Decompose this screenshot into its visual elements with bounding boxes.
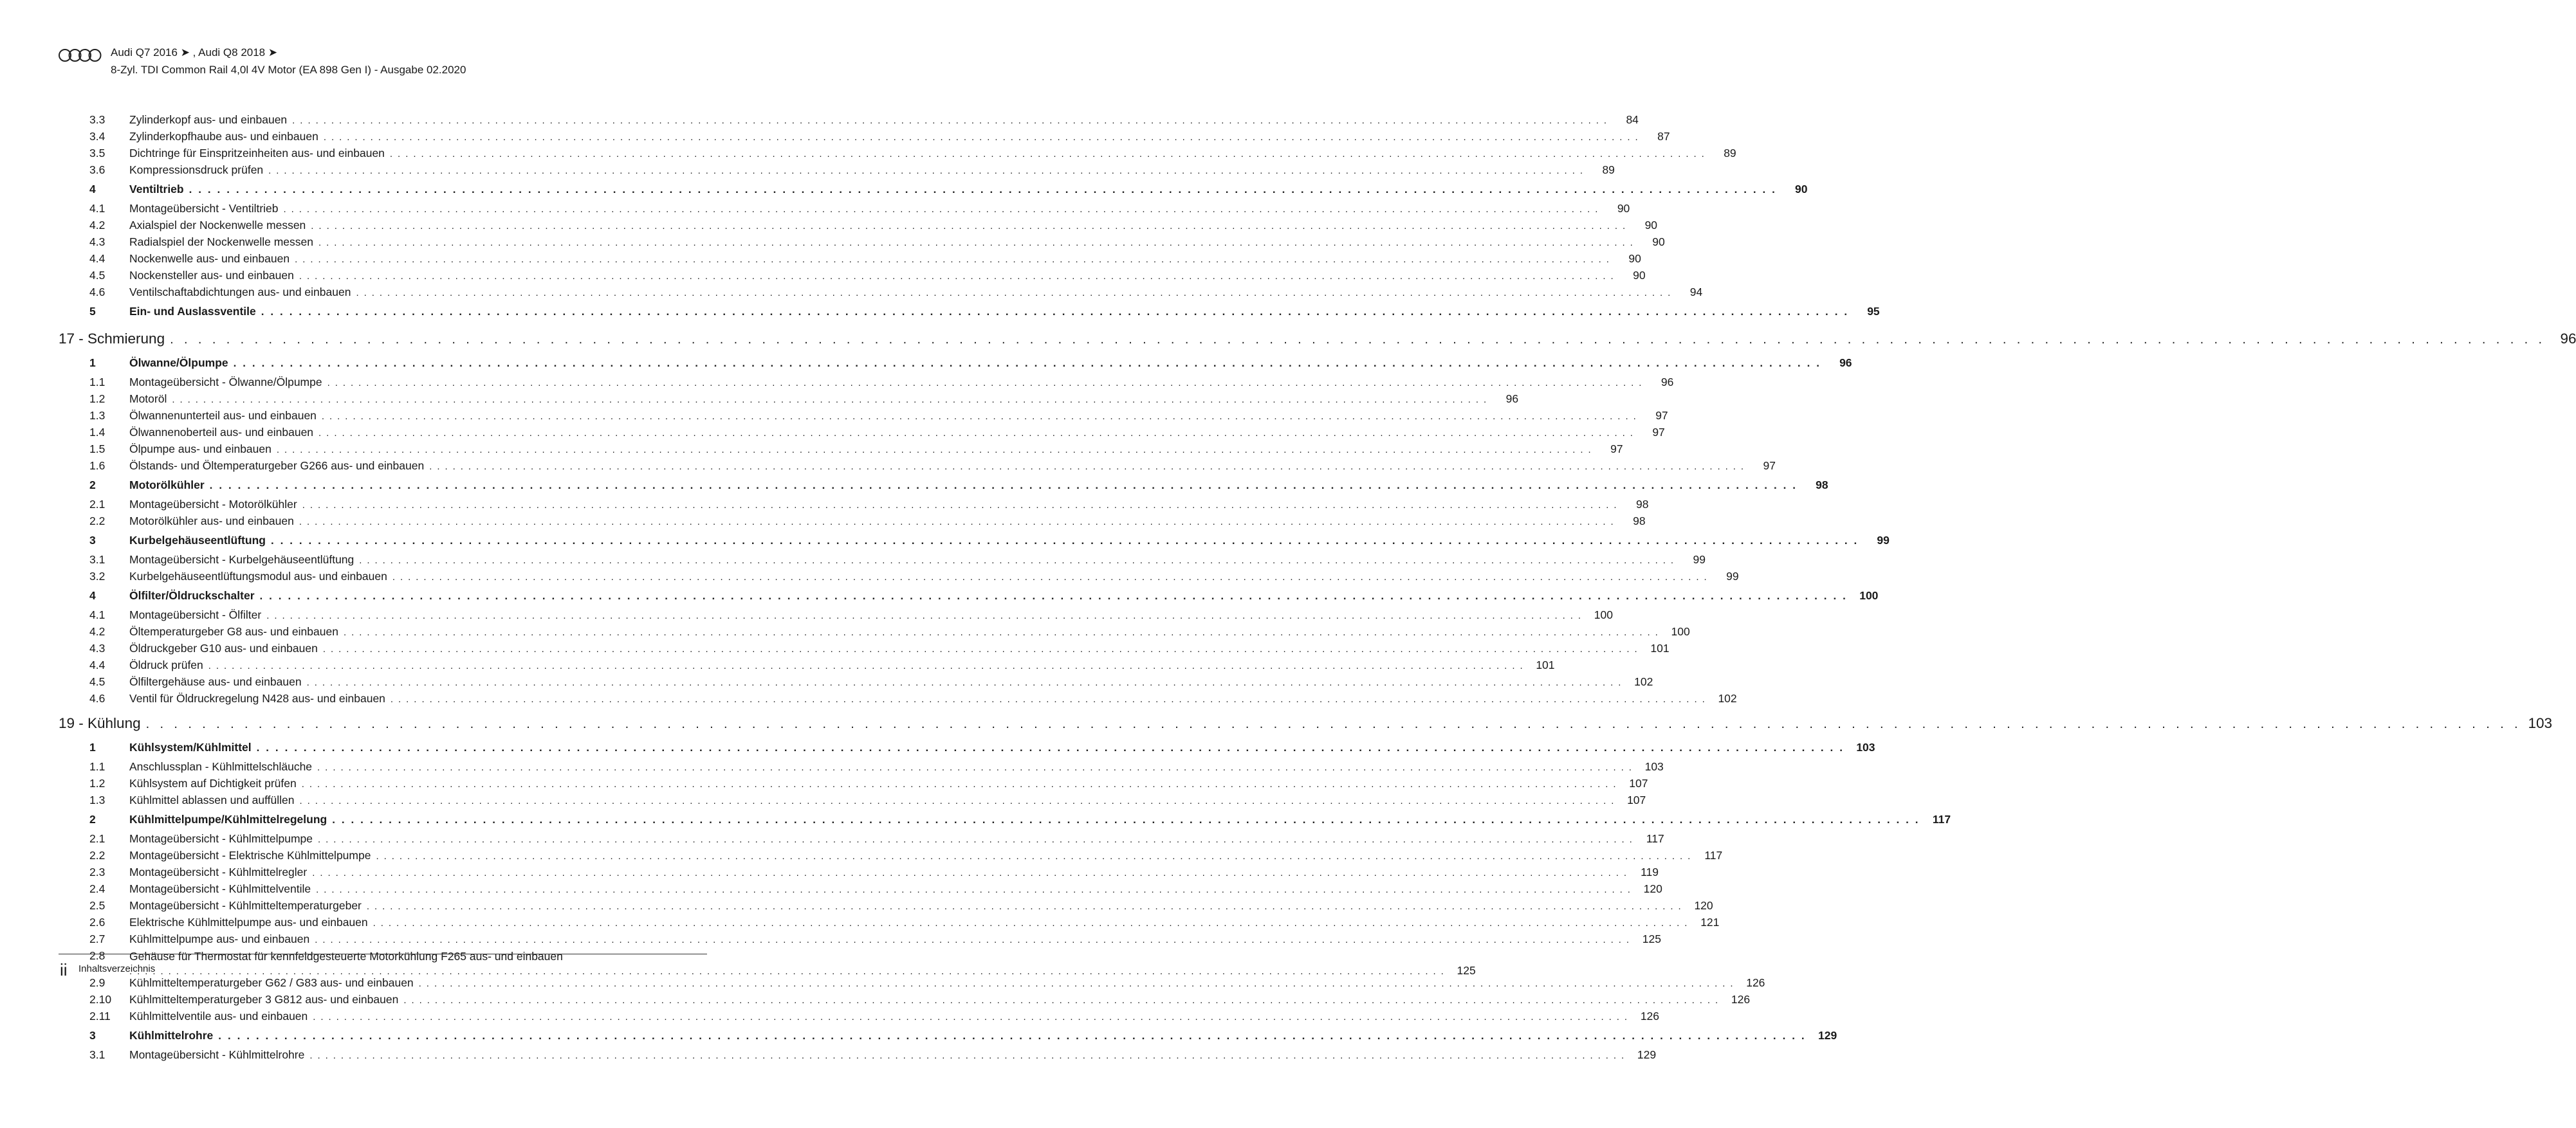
toc-leader-dots <box>271 534 1859 547</box>
toc-entry-number: 2.9 <box>89 976 106 989</box>
toc-leader-dots <box>429 461 1745 472</box>
toc-entry-title: Ölwanne/Ölpumpe <box>129 356 228 369</box>
toc-leader-dots <box>312 868 1628 878</box>
toc-entry[interactable] <box>59 392 1519 409</box>
toc-entry[interactable] <box>59 659 1555 675</box>
toc-entry-title: Radialspiel der Nockenwelle messen <box>129 235 313 248</box>
toc-leader-dots <box>268 165 1584 176</box>
toc-page-number: 120 <box>1694 899 1713 912</box>
toc-entry-number: 3.1 <box>89 1048 106 1061</box>
toc-entry-title: Montageübersicht - Ölwanne/Ölpumpe <box>129 376 322 388</box>
toc-page-number: 100 <box>1594 608 1613 621</box>
toc-entry-number: 3.4 <box>89 130 106 143</box>
toc-page-number: 96 <box>1839 356 1852 369</box>
toc-entry[interactable] <box>59 608 1613 625</box>
toc-entry-number: 5 <box>89 305 96 318</box>
toc-page-number: 95 <box>1867 305 1880 318</box>
toc-entry-number: 4.5 <box>89 269 106 282</box>
toc-entry-title: Montageübersicht - Ventiltrieb <box>129 202 279 215</box>
toc-entry-title: Nockensteller aus- und einbauen <box>129 269 294 282</box>
toc-entry-title: Gehäuse für Thermostat für kennfeldgesteuerte Motorkühlung F265 aus- und einbauen <box>129 950 563 963</box>
toc-page-number: 117 <box>1704 849 1723 862</box>
toc-page-number: 97 <box>1610 442 1623 455</box>
toc-page-number: 126 <box>1746 976 1765 989</box>
toc-entry-number: 2.10 <box>89 993 112 1006</box>
toc-page-number: 103 <box>1856 741 1875 754</box>
toc-entry-number: 1.5 <box>89 442 106 455</box>
toc-entry-title: Axialspiel der Nockenwelle messen <box>129 219 306 232</box>
toc-entry-title: Öltemperaturgeber G8 aus- und einbauen <box>129 625 338 638</box>
toc-entry[interactable] <box>59 832 1664 849</box>
toc-entry[interactable] <box>59 932 1661 949</box>
toc-entry[interactable] <box>59 219 1658 235</box>
toc-leader-dots <box>315 934 1630 945</box>
toc-entry-number: 4.3 <box>89 235 106 248</box>
toc-page-number: 129 <box>1818 1029 1837 1042</box>
toc-leader-dots <box>403 995 1719 1006</box>
toc-entry[interactable] <box>59 442 1623 459</box>
toc-entry-number: 2.1 <box>89 832 106 845</box>
toc-page-number: 98 <box>1633 514 1646 527</box>
toc-page-number: 90 <box>1628 252 1641 265</box>
toc-entry-number: 2.5 <box>89 899 106 912</box>
toc-entry-title: Montageübersicht - Kühlmittelpumpe <box>129 832 313 845</box>
toc-entry-title: Kühlsystem auf Dichtigkeit prüfen <box>129 777 297 790</box>
toc-entry-title: Ventiltrieb <box>129 183 184 196</box>
toc-page-number: 126 <box>1731 993 1751 1006</box>
toc-entry-title: Kühlmittelpumpe aus- und einbauen <box>129 932 310 945</box>
toc-entry-title: Ventil für Öldruckregelung N428 aus- und einbauen <box>129 692 385 705</box>
toc-leader-dots <box>373 918 1689 929</box>
toc-entry-title: Kühlmitteltemperaturgeber 3 G812 aus- und einbauen <box>129 993 399 1006</box>
toc-entry-title: Montageübersicht - Kühlmittelregler <box>129 866 308 878</box>
toc-page-number: 99 <box>1726 570 1739 583</box>
toc-leader-dots <box>261 305 1849 318</box>
toc-entry-title: Kühlmittelrohre <box>129 1029 214 1042</box>
toc-entry-number: 1.1 <box>89 760 106 773</box>
toc-page-number: 90 <box>1795 183 1808 196</box>
toc-section[interactable] <box>59 302 1880 324</box>
toc-leader-dots <box>146 717 2521 732</box>
toc-page-number: 90 <box>1617 202 1630 215</box>
toc-leader-dots <box>327 378 1643 388</box>
toc-entry-number: 3 <box>89 1029 96 1042</box>
toc-leader-dots <box>332 814 1920 826</box>
toc-page-number: 90 <box>1633 269 1646 282</box>
toc-entry-title: Montageübersicht - Ölfilter <box>129 608 262 621</box>
audi-rings-icon <box>57 48 102 63</box>
toc-page-number: 89 <box>1724 147 1736 159</box>
toc-page-number: 107 <box>1627 794 1646 806</box>
toc-entry-number: 1.6 <box>89 459 106 472</box>
toc-section[interactable] <box>59 354 1852 376</box>
toc-entry-number: 1.3 <box>89 409 106 422</box>
toc-leader-dots <box>257 741 1845 754</box>
toc-entry-number: 3.1 <box>89 553 106 566</box>
toc-entry-number: 3 <box>89 534 96 547</box>
toc-leader-dots <box>367 901 1682 912</box>
toc-leader-dots <box>318 237 1634 248</box>
toc-leader-dots <box>323 644 1639 655</box>
toc-leader-dots <box>313 1012 1628 1023</box>
toc-entry[interactable] <box>59 459 1776 476</box>
toc-entry-title: Motorölkühler <box>129 478 205 491</box>
toc-entry-number: 2.3 <box>89 866 106 878</box>
toc-leader-dots <box>172 394 1487 405</box>
toc-leader-dots <box>318 834 1633 845</box>
toc-page-number: 99 <box>1693 553 1706 566</box>
toc-section[interactable] <box>59 738 1875 760</box>
toc-leader-dots <box>307 677 1623 688</box>
header-vehicle-line: Audi Q7 2016 ➤ , Audi Q8 2018 ➤ <box>111 46 278 59</box>
toc-leader-dots <box>322 411 1637 422</box>
toc-entry-title: Kühlsystem/Kühlmittel <box>129 741 252 754</box>
toc-entry[interactable] <box>59 147 1736 163</box>
toc-leader-dots <box>234 357 1821 370</box>
toc-leader-dots <box>309 1050 1625 1061</box>
toc-leader-dots <box>302 779 1617 790</box>
toc-entry-title: Kühlmittelventile aus- und einbauen <box>129 1010 308 1023</box>
toc-entry[interactable] <box>59 130 1670 147</box>
toc-chapter[interactable] <box>59 324 2576 354</box>
toc-page-number: 97 <box>1763 459 1776 472</box>
toc-leader-dots <box>292 115 1608 126</box>
toc-page-number: 97 <box>1655 409 1668 422</box>
toc-entry-title: 17 - Schmierung <box>59 331 165 347</box>
toc-page-number: 94 <box>1689 286 1703 298</box>
toc-entry[interactable] <box>59 409 1668 426</box>
toc-page-number: 97 <box>1652 426 1665 439</box>
toc-leader-dots <box>356 287 1671 298</box>
toc-page-number: 90 <box>1644 219 1658 232</box>
toc-entry-number: 2.8 <box>89 949 106 962</box>
toc-entry-number: 2.7 <box>89 932 106 945</box>
header-engine-line: 8-Zyl. TDI Common Rail 4,0l 4V Motor (EA 898 Gen I) - Ausgabe 02.2020 <box>111 64 466 76</box>
toc-page-number: 126 <box>1640 1010 1660 1023</box>
toc-leader-dots <box>208 660 1524 671</box>
toc-entry[interactable] <box>59 426 1665 442</box>
toc-entry[interactable] <box>59 113 1639 130</box>
toc-entry-title: Ölwannenunterteil aus- und einbauen <box>129 409 317 422</box>
footer-page-number: ii <box>60 960 68 979</box>
toc-entry-number: 4.1 <box>89 202 106 215</box>
toc-entry-title: Ölstands- und Öltemperaturgeber G266 aus- und einbauen <box>129 459 425 472</box>
toc-leader-dots <box>210 479 1798 492</box>
toc-entry-title: Montageübersicht - Kühlmittelrohre <box>129 1048 305 1061</box>
page-header <box>57 45 707 78</box>
toc-page-number: 129 <box>1637 1048 1657 1061</box>
toc-entry[interactable] <box>59 866 1659 882</box>
toc-entry-number: 1 <box>89 741 96 754</box>
toc-entry-number: 1.2 <box>89 392 106 405</box>
toc-entry-title: Öldruck prüfen <box>129 659 203 671</box>
toc-entry-number: 4.4 <box>89 252 106 265</box>
toc-page-number: 102 <box>1718 692 1737 705</box>
toc-entry-title: Motorölkühler aus- und einbauen <box>129 514 294 527</box>
toc-section[interactable] <box>59 587 1879 608</box>
toc-section[interactable] <box>59 531 1890 553</box>
toc-page-number: 96 <box>1505 392 1519 405</box>
toc-entry-number: 3.2 <box>89 570 106 583</box>
toc-section[interactable] <box>59 1026 1837 1048</box>
toc-page-number: 101 <box>1536 659 1555 671</box>
toc-leader-dots <box>299 271 1615 282</box>
toc-page-number: 89 <box>1602 163 1615 176</box>
toc-entry-number: 2.2 <box>89 849 106 862</box>
toc-leader-dots <box>316 884 1632 895</box>
toc-entry-number: 4.6 <box>89 286 106 298</box>
toc-leader-dots <box>284 204 1599 215</box>
toc-entry-title: Ölfiltergehäuse aus- und einbauen <box>129 675 302 688</box>
toc-entry[interactable] <box>59 916 1720 932</box>
toc-entry[interactable] <box>59 235 1665 252</box>
toc-page-number: 102 <box>1634 675 1653 688</box>
toc-entry-number: 4.4 <box>89 659 106 671</box>
toc-entry-title: Montageübersicht - Kühlmittelventile <box>129 882 311 895</box>
toc-page-number: 103 <box>1644 760 1664 773</box>
toc-page-number: 87 <box>1657 130 1670 143</box>
toc-entry-number: 4 <box>89 183 96 196</box>
toc-leader-dots <box>311 221 1626 232</box>
toc-page-number: 96 <box>1661 376 1674 388</box>
toc-leader-dots <box>277 444 1592 455</box>
toc-page-number: 96 <box>2560 331 2576 347</box>
toc-entry-title: Dichtringe für Einspritzeinheiten aus- und einbauen <box>129 147 385 159</box>
toc-chapter[interactable] <box>59 709 2552 738</box>
toc-entry-number: 2 <box>89 813 96 826</box>
toc-entry[interactable] <box>59 976 1765 993</box>
toc-entry-title: Anschlussplan - Kühlmittelschläuche <box>129 760 313 773</box>
toc-entry-title: Kompressionsdruck prüfen <box>129 163 264 176</box>
toc-entry-title: Zylinderkopfhaube aus- und einbauen <box>129 130 318 143</box>
toc-page-number: 107 <box>1629 777 1648 790</box>
toc-leader-dots <box>266 610 1582 621</box>
toc-leader-dots <box>300 796 1615 806</box>
toc-entry-number: 2.6 <box>89 916 106 929</box>
toc-leader-dots <box>392 572 1708 583</box>
toc-entry-number: 4 <box>89 589 96 602</box>
toc-page-number: 125 <box>1457 964 1476 977</box>
toc-page-number: 119 <box>1641 866 1659 878</box>
toc-entry[interactable] <box>59 777 1648 794</box>
toc-section[interactable] <box>59 476 1828 498</box>
toc-page-number: 117 <box>1646 832 1664 845</box>
toc-entry-title: Montageübersicht - Elektrische Kühlmittelpumpe <box>129 849 371 862</box>
toc-page-number: 99 <box>1877 534 1890 547</box>
toc-entry[interactable] <box>59 899 1713 916</box>
toc-entry[interactable] <box>59 202 1630 219</box>
toc-entry-number: 4.3 <box>89 642 106 655</box>
toc-page-number: 120 <box>1643 882 1662 895</box>
toc-entry-title: Nockenwelle aus- und einbauen <box>129 252 290 265</box>
toc-leader-dots <box>218 1030 1806 1042</box>
toc-entry-title: Zylinderkopf aus- und einbauen <box>129 113 288 126</box>
toc-entry-number: 2.1 <box>89 498 106 511</box>
toc-leader-dots <box>295 254 1610 265</box>
toc-page-number: 103 <box>2528 715 2552 731</box>
toc-page-number: 100 <box>1671 625 1690 638</box>
toc-leader-dots <box>324 132 1639 143</box>
toc-entry[interactable] <box>59 993 1751 1010</box>
toc-entry-number: 1 <box>89 356 96 369</box>
table-of-contents <box>59 113 2576 1065</box>
toc-page-number: 84 <box>1626 113 1639 126</box>
toc-entry-number: 4.6 <box>89 692 106 705</box>
toc-entry[interactable] <box>59 514 1646 531</box>
toc-leader-dots <box>260 590 1848 603</box>
toc-entry[interactable] <box>59 882 1662 899</box>
toc-entry[interactable] <box>59 849 1723 866</box>
toc-entry-number: 4.1 <box>89 608 106 621</box>
toc-entry[interactable] <box>59 286 1703 302</box>
toc-entry[interactable] <box>59 794 1646 810</box>
toc-entry[interactable] <box>59 252 1641 269</box>
toc-entry-number: 1.4 <box>89 426 106 439</box>
toc-entry-number: 1.1 <box>89 376 106 388</box>
toc-entry-title: Motoröl <box>129 392 167 405</box>
toc-entry-title: Ölpumpe aus- und einbauen <box>129 442 271 455</box>
toc-page-number: 98 <box>1816 478 1828 491</box>
toc-leader-dots <box>317 762 1633 773</box>
toc-entry[interactable] <box>59 675 1653 692</box>
toc-leader-dots <box>419 978 1734 989</box>
toc-entry-title: Kühlmittelpumpe/Kühlmittelregelung <box>129 813 327 826</box>
toc-entry[interactable] <box>59 1010 1660 1026</box>
toc-page-number: 125 <box>1642 932 1661 945</box>
toc-leader-dots <box>189 183 1777 196</box>
toc-entry-number: 4.2 <box>89 625 106 638</box>
toc-leader-dots <box>376 851 1691 862</box>
toc-entry-number: 2 <box>89 478 96 491</box>
toc-entry[interactable] <box>59 163 1615 180</box>
toc-entry[interactable] <box>59 642 1670 659</box>
toc-entry-title: 19 - Kühlung <box>59 715 141 731</box>
toc-page-number: 98 <box>1635 498 1649 511</box>
toc-entry[interactable] <box>59 376 1674 392</box>
toc-leader-dots <box>344 627 1659 638</box>
toc-leader-dots <box>318 428 1634 439</box>
toc-entry-number: 1.3 <box>89 794 106 806</box>
toc-leader-dots <box>390 149 1706 159</box>
toc-leader-dots <box>302 500 1618 511</box>
toc-entry-title: Montageübersicht - Kühlmitteltemperaturgeber <box>129 899 362 912</box>
toc-page-number: 90 <box>1652 235 1665 248</box>
toc-entry[interactable] <box>59 692 1737 709</box>
toc-entry-title: Ein- und Auslassventile <box>129 305 256 318</box>
toc-leader-dots <box>391 694 1706 705</box>
toc-entry-title: Montageübersicht - Kurbelgehäuseentlüftung <box>129 553 354 566</box>
toc-entry[interactable] <box>59 570 1739 587</box>
toc-entry-number: 1.2 <box>89 777 106 790</box>
toc-section[interactable] <box>59 810 1951 832</box>
toc-entry-number: 2.4 <box>89 882 106 895</box>
toc-entry[interactable] <box>59 498 1649 514</box>
toc-entry-number: 4.5 <box>89 675 106 688</box>
toc-entry-number: 3.3 <box>89 113 106 126</box>
toc-page-number: 100 <box>1859 589 1879 602</box>
toc-entry-title: Kurbelgehäuseentlüftung <box>129 534 266 547</box>
toc-entry-title: Montageübersicht - Motorölkühler <box>129 498 297 511</box>
toc-entry-title: Kühlmitteltemperaturgeber G62 / G83 aus- und einbauen <box>129 976 414 989</box>
toc-entry-title: Ölfilter/Öldruckschalter <box>129 589 255 602</box>
toc-leader-dots <box>170 332 2545 347</box>
toc-entry-number: 4.2 <box>89 219 106 232</box>
toc-entry-title: Elektrische Kühlmittelpumpe aus- und einbauen <box>129 916 368 929</box>
toc-entry-title: Kühlmittel ablassen und auffüllen <box>129 794 295 806</box>
toc-entry-title: Öldruckgeber G10 aus- und einbauen <box>129 642 318 655</box>
toc-entry-number: 2.2 <box>89 514 106 527</box>
toc-entry[interactable] <box>59 625 1690 642</box>
toc-section[interactable] <box>59 180 1808 202</box>
toc-entry[interactable] <box>59 760 1664 777</box>
toc-entry[interactable] <box>59 269 1646 286</box>
toc-entry[interactable] <box>59 553 1706 570</box>
toc-leader-dots <box>299 516 1615 527</box>
footer-label: Inhaltsverzeichnis <box>78 963 156 974</box>
toc-entry-number: 2.11 <box>89 1010 111 1023</box>
toc-entry-title: Kurbelgehäuseentlüftungsmodul aus- und einbauen <box>129 570 387 583</box>
toc-page-number: 117 <box>1932 813 1951 826</box>
toc-entry-number: 3.5 <box>89 147 106 159</box>
toc-page-number: 121 <box>1700 916 1720 929</box>
toc-page-number: 101 <box>1650 642 1670 655</box>
toc-entry-title: Ventilschaftabdichtungen aus- und einbauen <box>129 286 351 298</box>
toc-entry[interactable] <box>59 1048 1657 1065</box>
toc-entry-title: Ölwannenoberteil aus- und einbauen <box>129 426 314 439</box>
toc-entry-number: 3.6 <box>89 163 106 176</box>
toc-leader-dots <box>359 555 1675 566</box>
